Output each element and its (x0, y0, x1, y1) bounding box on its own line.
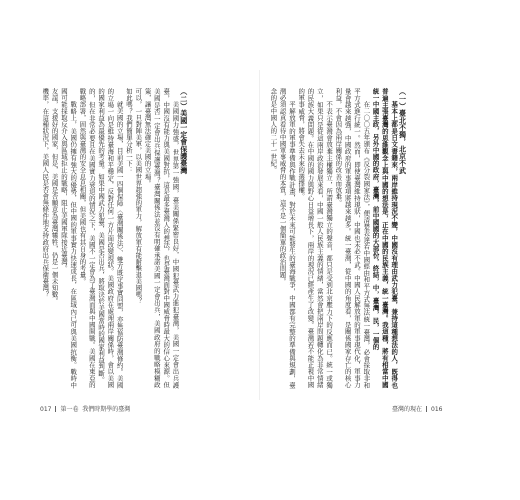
paragraph: 如此嗎？我們簡單分析一下： (124, 88, 133, 174)
paragraph: 美國國力強盛，世界第一強國，臺美關係緊密良好，中國犯臺武力進犯臺灣，美國一定會出兵護臺，中國沒有能力與美國對抗，這是最多臺灣人的想法，也是臺灣面對中國威脅時最大的信心來源。但美國是否一定會出兵保護臺灣？臺灣關係法並沒有明確承諾美國一定會出兵，美國政府的戰略模糊政策，讓臺灣無法確定美國的立場。 (143, 88, 180, 388)
right-page (268, 88, 500, 388)
paragraph: 念的是中國人的二十一世紀。 (269, 88, 278, 174)
running-title-right: 臺灣的現在 (392, 406, 423, 413)
page-gutter (259, 70, 260, 400)
footer-right (392, 404, 442, 413)
running-title-left: 我們時期學的臺灣 (82, 406, 131, 413)
page-number-right: 016 (431, 406, 443, 413)
bold-paragraph: 基本上都是日文書籍來，兩岸維持現況不變，中國沒有理由武力犯臺，兼持這種想法的人，既得也普遍主張臺灣的思維觀念上與中國的想法是，正在中國的民族主義，統一臺灣。我這種，將有相當中國統一中國主政，另外中國的政府，臺灣，前中國國的大部份，終結，中，臺灣，民，一個的 (371, 88, 399, 388)
paragraph: 在二〇〇五年頒布《反分裂國家法》，便清楚表達若中國經由和平方式無法統一臺灣，必會採取非和平方式進行統一。然而，即使臺灣維持現狀，中國也未必不武。中國人民解放軍的軍事現代化，軍事力量會越來越強，中國政府的軍事選項將越來越多。統一臺灣，從中國的角度看，是關係國家存亡的核心利益，不會因為兩岸關係的改善而放棄。 (334, 88, 371, 388)
footer-left (40, 404, 130, 413)
right-page-text (268, 88, 407, 388)
part-label: 第一卷 (60, 406, 79, 413)
paragraph: 不表示臺灣會放棄主權獨立，所謂臺灣獨立的聲音，都只是受到北京壓力下的反應而已。統一或獨立，如果只是從這兩岸政治發展來看，中國一般人民族主義的情緒，當然會把兩岸問題轉化為非常情緒的民族大義問題。在中國的國力與野心日益增長下，兩岸的現況已經產生了改變。臺灣若不能正視中國的軍事威脅，將會失去未來的選擇權。 (297, 88, 334, 388)
left-page (40, 88, 240, 388)
paragraph: 戰略上，美國仍擁有強大的優勢，但中國的軍事實力快速成長，在區域內已可與美國抗衡。戰時中國可能採取反介入與區域拒止的戰略，阻止美國軍隊接近臺灣。 (59, 88, 78, 388)
paragraph: 的，但在非常必要且在美國實力衰退的情況之下，美國不一定會為了臺灣而與中國開戰。美國在東亞的戰略部署，固然與臺灣的安全息息相關，但美國也有其自身的考量。 (78, 88, 96, 388)
footer-divider (426, 406, 427, 412)
paragraph: 可以，一旦對陣美軍，以美國世界超強的軍力，解放軍有能耐擊退美國嗎？ (134, 88, 143, 305)
paragraph: 友誼，支援好的國家，但是，美國是否願意為臺灣犧牲，仍是一個未知數。 (50, 88, 59, 305)
footer-divider (55, 406, 56, 412)
left-page-text (40, 88, 189, 388)
page-number-left: 017 (40, 406, 52, 413)
paragraph: 平解放軍的軍事準備與作戰計畫，對於未來可能發生的臺海戰爭，中國都有完整的準備與規劃，臺灣必須認真看待中國軍事威脅的本質，這不是一個簡單的政治問題。 (278, 88, 296, 388)
section-heading-1: （一）臺北不獨，北京不武 (398, 88, 408, 174)
paragraph: 機率，在這種狀況下，美國人民是否會無條件地支持政府出兵保衛臺灣？ (41, 88, 50, 298)
paragraph: 就美國的立場，目前美國一四個保障〈臺灣關係法〉、雙方既定事實同盟，亦無協防臺灣條約。美國的立場一向是維持臺海和平穩定，反對任何一方片面改變現狀。美國政府在處理兩岸關係時，會以美國的國家利益為最優先的考量。如果中國武力犯臺，美國是否出兵，將取決於美國當時的國家利益判斷。 (97, 88, 124, 388)
section-heading-2: （二）美國一定會保護臺灣 (179, 88, 189, 174)
